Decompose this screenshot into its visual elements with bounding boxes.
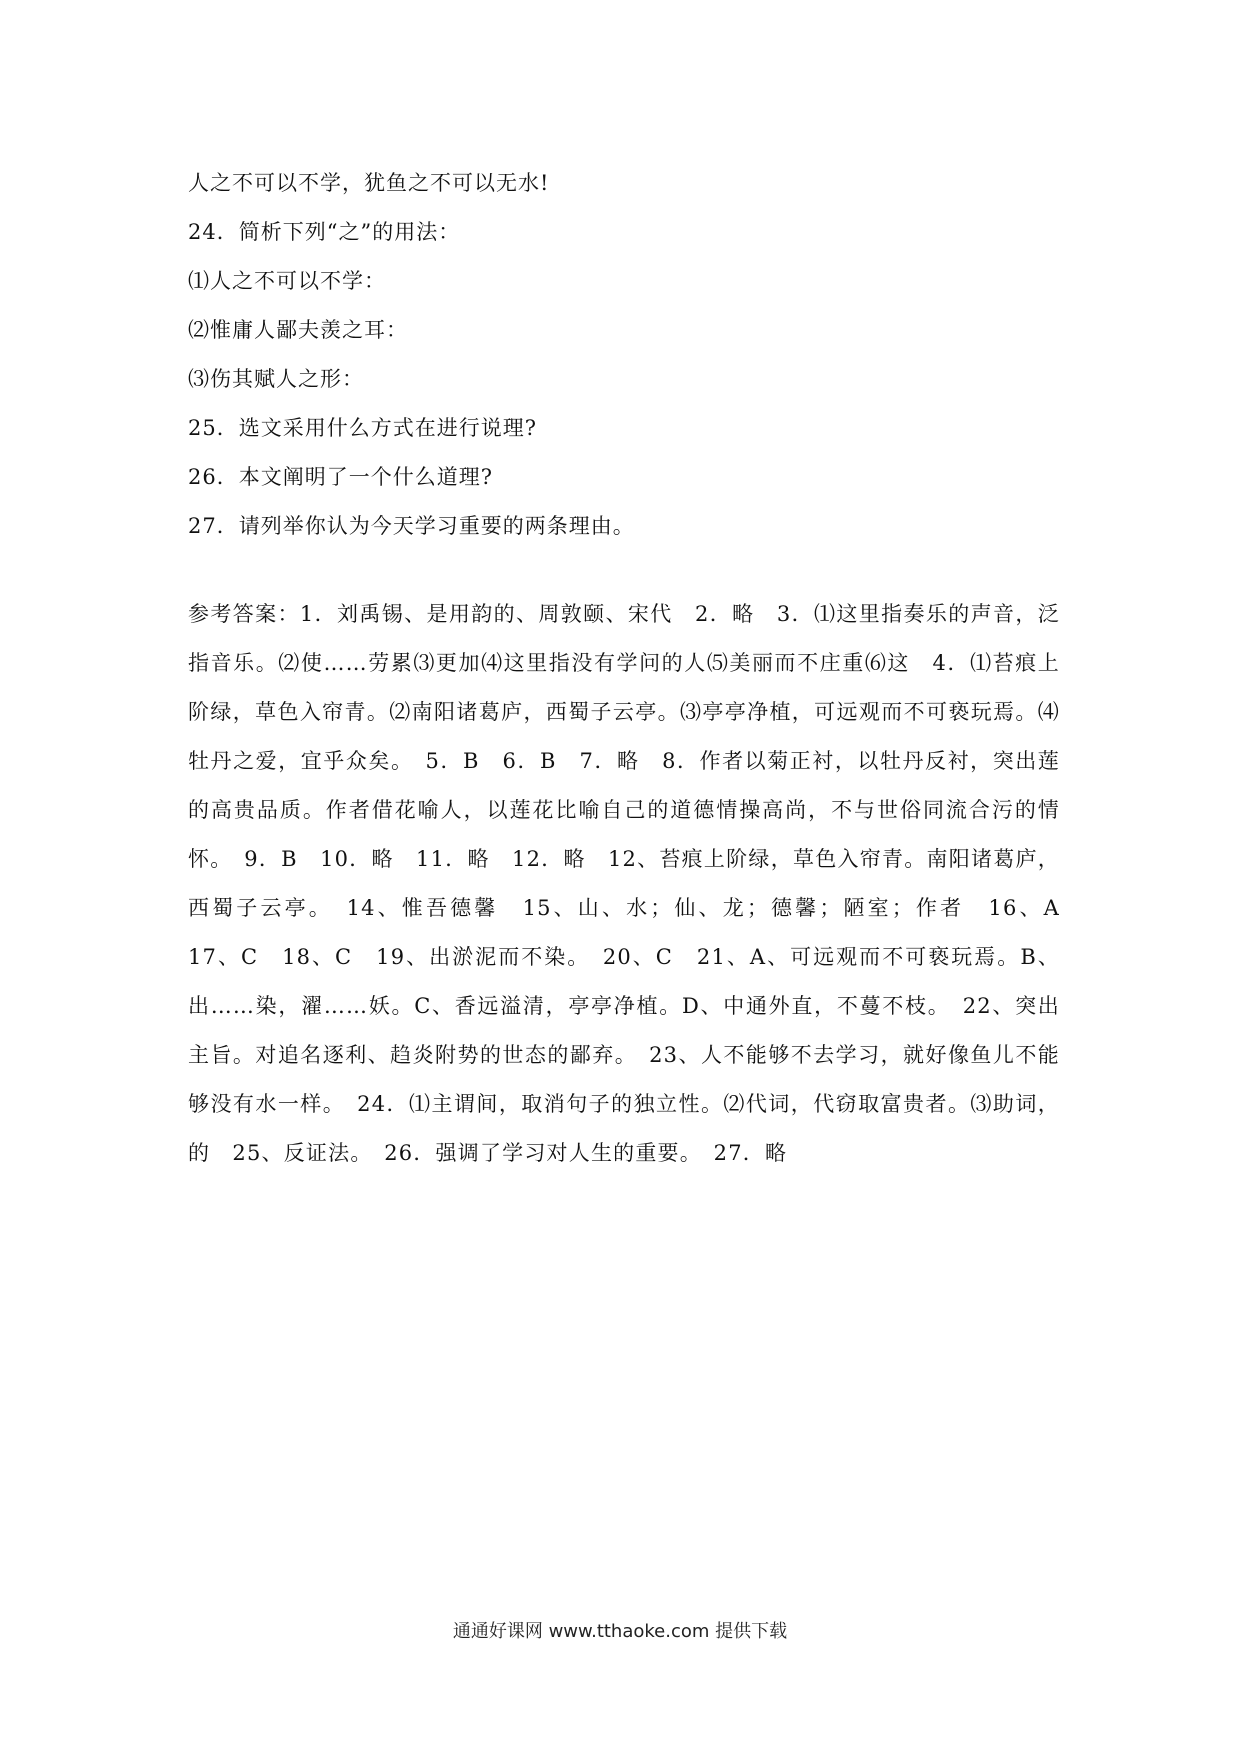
question-26: 26．本文阐明了一个什么道理? (188, 465, 493, 489)
page-footer: 通通好课网 www.tthaoke.com 提供下载 (452, 1621, 788, 1642)
passage-line: 人之不可以不学，犹鱼之不可以无水! (188, 171, 550, 195)
question-27: 27．请列举你认为今天学习重要的两条理由。 (188, 514, 635, 538)
question-24-item-1: ⑴人之不可以不学： (188, 269, 386, 293)
answer-key: 参考答案：1．刘禹锡、是用韵的、周敦颐、宋代 2．略 3．⑴这里指奏乐的声音，泛指音乐。⑵使……劳累⑶更加⑷这里指没有学问的人⑸美丽而不庄重⑹这 4．⑴苔痕上阶绿，草色入帘青。⑵南阳诸葛庐，西蜀子云亭。⑶亭亭净植，可远观而不可亵玩焉。⑷牡丹之爱，宜乎众矣。 5．B 6．B 7．略 8．作者以菊正衬，以牡丹反衬，突出莲的高贵品质。作者借花喻人，以莲花比喻自己的道德情操高尚，不与世俗同流合污的情怀。 9．B 10．略 11．略 12．略 12、苔痕上阶绿，草色入帘青。南阳诸葛庐，西蜀子云亭。 14、惟吾德馨 15、山、水；仙、龙；德馨；陋室；作者 16、A 17、C 18、C 19、出淤泥而不染。 20、C 21、A、可远观而不可亵玩焉。B、出……染，濯……妖。C、香远溢清，亭亭净植。D、中通外直，不蔓不枝。 22、突出主旨。对追名逐利、趋炎附势的世态的鄙弃。 23、人不能够不去学习，就好像鱼儿不能够没有水一样。 24．⑴主谓间，取消句子的独立性。⑵代词，代窃取富贵者。⑶助词，的 25、反证法。 26．强调了学习对人生的重要。 27．略 (188, 602, 1083, 1165)
question-24-item-3: ⑶伤其赋人之形： (188, 367, 364, 391)
question-list (188, 159, 1068, 551)
question-24: 24．简析下列“之”的用法： (188, 220, 461, 244)
question-24-item-2: ⑵惟庸人鄙夫羡之耳： (188, 318, 408, 342)
question-25: 25．选文采用什么方式在进行说理? (188, 416, 537, 440)
